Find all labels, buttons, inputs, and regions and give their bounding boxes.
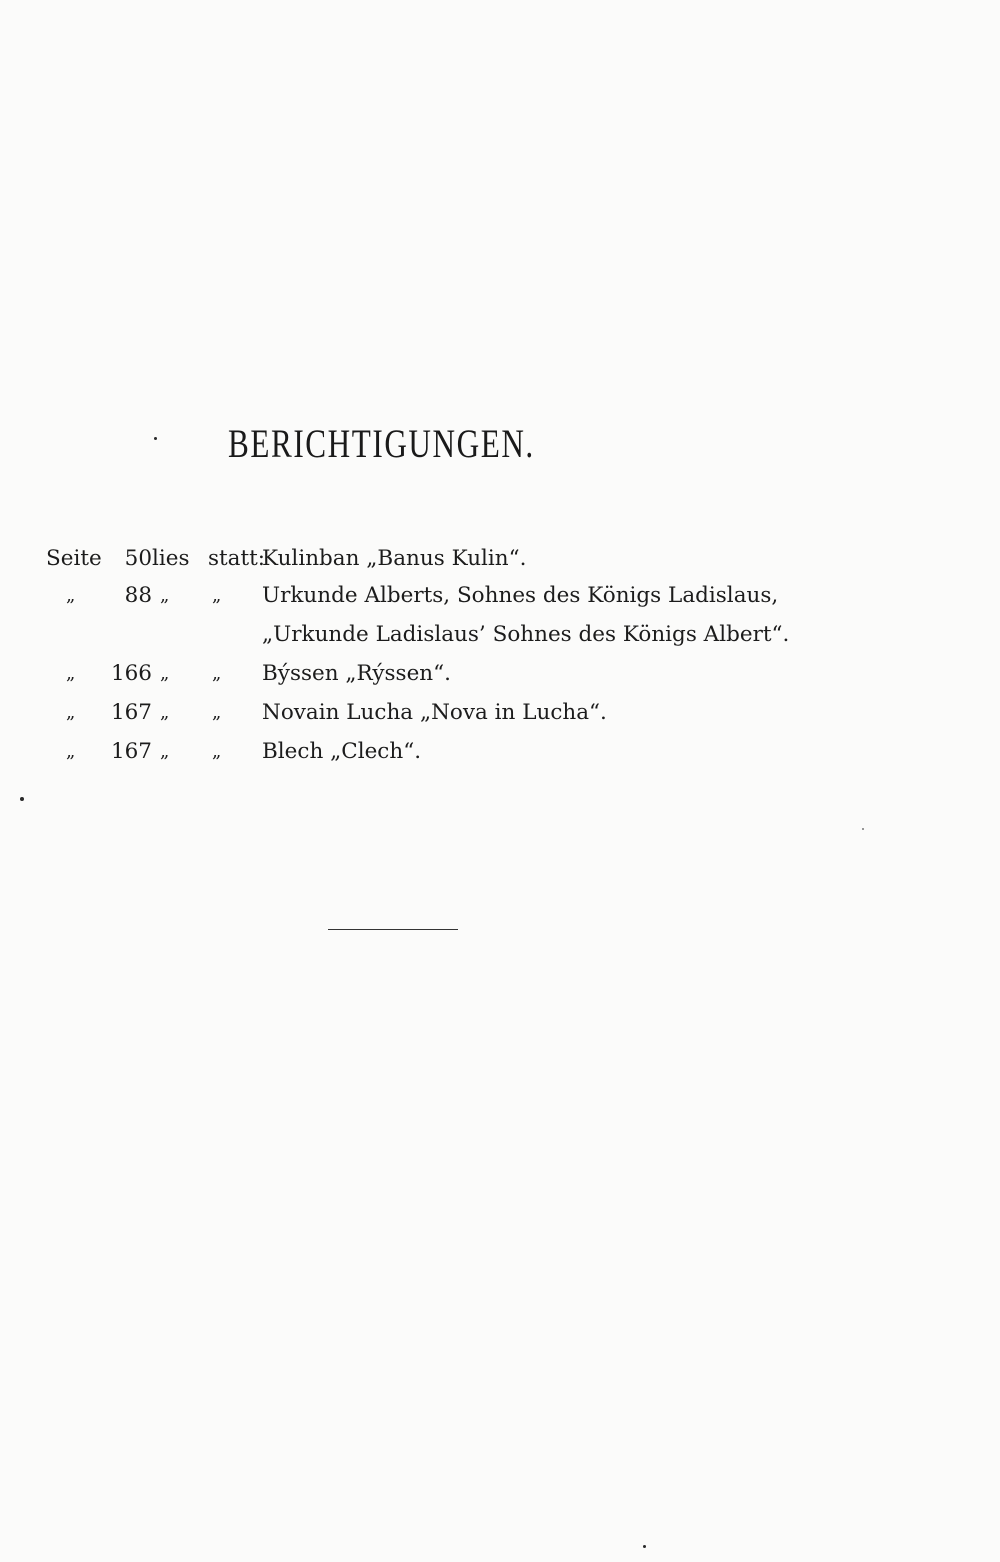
scan-speck xyxy=(862,828,864,830)
page-number: 167 xyxy=(110,739,152,764)
errata-row xyxy=(0,542,1000,576)
ditto-mark: „ xyxy=(212,702,222,723)
ditto-mark: „ xyxy=(66,741,76,762)
correction-text: Urkunde Alberts, Sohnes des Königs Ladislaus, xyxy=(262,583,779,608)
ditto-mark: „ xyxy=(212,663,222,684)
page-number: 167 xyxy=(110,700,152,725)
ditto-mark: „ xyxy=(66,702,76,723)
ditto-mark: „ xyxy=(212,741,222,762)
lies-marker: lies xyxy=(152,546,190,571)
correction-text: Býssen „Rýssen“. xyxy=(262,661,451,686)
ditto-mark: „ xyxy=(66,585,76,606)
errata-row xyxy=(0,696,1000,730)
errata-row xyxy=(0,735,1000,769)
scan-speck xyxy=(20,797,24,801)
ditto-mark: „ xyxy=(66,663,76,684)
ditto-mark: „ xyxy=(212,585,222,606)
page-number: 166 xyxy=(110,661,152,686)
page-number: 88 xyxy=(124,583,152,608)
ditto-mark: „ xyxy=(160,741,170,762)
page-number: 50 xyxy=(124,546,152,571)
page-title: BERICHTIGUNGEN. xyxy=(228,421,535,466)
statt-marker: statt: xyxy=(208,546,266,571)
correction-text: Kulinban „Banus Kulin“. xyxy=(262,546,527,571)
scan-speck xyxy=(643,1545,646,1548)
ditto-mark: „ xyxy=(160,663,170,684)
correction-text: „Urkunde Ladislaus’ Sohnes des Königs Albert“. xyxy=(262,622,790,647)
ditto-mark: „ xyxy=(160,702,170,723)
ditto-mark: „ xyxy=(160,585,170,606)
errata-row-continuation xyxy=(0,618,1000,652)
errata-row xyxy=(0,657,1000,691)
scan-speck xyxy=(154,437,157,440)
errata-row xyxy=(0,579,1000,613)
row-label: Seite xyxy=(46,546,102,571)
closing-rule xyxy=(328,929,458,930)
correction-text: Blech „Clech“. xyxy=(262,739,422,764)
correction-text: Novain Lucha „Nova in Lucha“. xyxy=(262,700,607,725)
